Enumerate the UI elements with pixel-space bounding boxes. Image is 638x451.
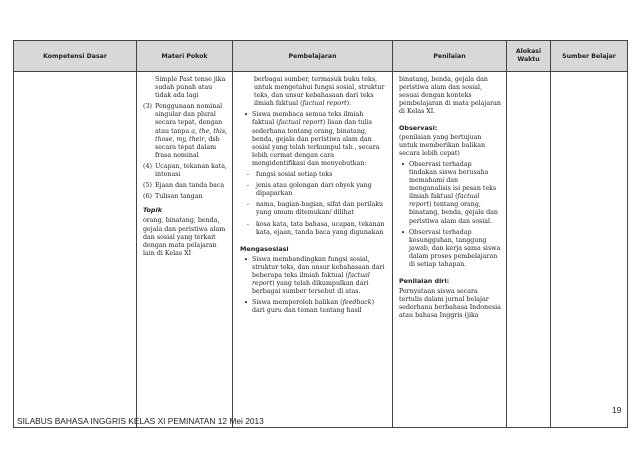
- materi-item-4: Ucapan, tekanan kata, intonasi: [155, 162, 227, 179]
- bullet-icon: •: [243, 111, 249, 120]
- list-number: (5): [143, 182, 152, 190]
- bullet-icon: •: [243, 255, 249, 264]
- pembelajaran-dash-3: nama, bagian-bagian, sifat dan perilaku yang umum ditemukan/ dilihat: [256, 201, 384, 217]
- dash-marker: -: [246, 201, 250, 209]
- cell-kompetensi-dasar: [14, 72, 137, 428]
- header-alokasi-waktu: Alokasi Waktu: [507, 41, 551, 72]
- observasi-heading: Observasi:: [399, 124, 438, 133]
- materi-item-5: Ejaan dan tanda baca: [155, 182, 225, 190]
- list-item: [240, 201, 386, 217]
- header-kompetensi-dasar: Kompetensi Dasar: [14, 41, 137, 72]
- footer-title: SILABUS BAHASA INGGRIS KELAS XI PEMINATAN 12 Mei 2013: [17, 416, 264, 426]
- list-item: [240, 256, 386, 296]
- cell-materi-pokok: [137, 72, 233, 428]
- page-number: 19: [612, 405, 622, 415]
- bullet-icon: •: [400, 228, 406, 237]
- bullet-icon: •: [400, 160, 406, 169]
- header-sumber-belajar: Sumber Belajar: [551, 41, 628, 72]
- pembelajaran-dash-4: kosa kata, tata bahasa, ucapan, tekanan kata, ejaan, tanda baca yang digunakan: [256, 220, 385, 236]
- pembelajaran-bullet-1: Siswa membaca semua teks ilmiah faktual (factual report) lisan dan tulis sederhana tentang orang, binatang, benda, gejala dan peristiwa alam dan sosial yang telah terkumpul tsb., secara lebih cermat dengan cara mengidentifikasi dan menyebutkan:: [252, 111, 380, 167]
- list-number: (4): [143, 162, 152, 170]
- materi-item-6: Tulisan tangan: [155, 193, 203, 201]
- list-item: [397, 229, 501, 269]
- penilaian-lead: binatang, benda, gejala dan peristiwa alam dan sosial, sesuai dengan konteks pembelajaran di mata pelajaran di Kelas XI.: [399, 76, 501, 116]
- cell-sumber-belajar: [551, 72, 628, 428]
- dash-marker: -: [246, 171, 250, 179]
- materi-item-3: Penggunaan nominal singular dan plural secara tepat, dengan atau tanpa a, the, this, those, my, their, dsb secara tepat dalam frasa nominal: [155, 103, 228, 159]
- pembelajaran-lead: berbagai sumber, termasuk buku teks, untuk mengetahui fungsi sosial, struktur teks, dan unsur kebahasaan dari teks ilmiah faktual (factual report).: [254, 76, 385, 108]
- list-item: [240, 182, 386, 198]
- list-item: [240, 221, 386, 237]
- topik-text: orang, binatang, benda, gejala dan peristiwa alam dan sosial yang terkait dengan mata pelajaran lain di Kelas XI: [143, 217, 226, 257]
- topik-heading: Topik: [143, 206, 162, 215]
- penilaian-diri-text: Pernyataan siswa secara tertulis dalam jurnal belajar sederhana berbahasa Indonesia atau bahasa Inggris (jika: [399, 288, 501, 320]
- header-pembelajaran: Pembelajaran: [233, 41, 393, 72]
- pembelajaran-bullet-2: Siswa membandingkan fungsi sosial, struktur teks, dan unsur kebahasaan dari beberapa teks ilmiah faktual (factual report) yang telah dikumpulkan dari berbagai sumber tersebut di atas.: [252, 255, 385, 296]
- pembelajaran-bullet-3: Siswa memperoleh balikan (feedback) dari guru dan teman tentang hasil: [252, 299, 375, 315]
- pembelajaran-dash-1: fungsi sosial setiap teks: [256, 171, 333, 179]
- syllabus-table: [13, 40, 628, 428]
- list-item: [240, 111, 386, 168]
- observasi-text: (penilaian yang bertujuan untuk memberikan balikan secara lebih cepat): [399, 133, 486, 157]
- list-item: [143, 182, 229, 190]
- bullet-icon: •: [243, 299, 249, 308]
- cell-alokasi-waktu: [507, 72, 551, 428]
- penilaian-diri-heading: Penilaian diri:: [399, 277, 450, 286]
- cell-pembelajaran: [233, 72, 393, 428]
- header-materi-pokok: Materi Pokok: [137, 41, 233, 72]
- materi-lead: Simple Past tense jika sudah punah atau tidak ada lagi: [155, 76, 226, 100]
- list-item: [240, 299, 386, 315]
- table-row: [14, 72, 628, 428]
- header-penilaian: Penilaian: [393, 41, 507, 72]
- list-item: [143, 163, 229, 179]
- pembelajaran-dash-2: jenis atau golongan dari obyek yang dipaparkan: [256, 182, 372, 198]
- list-number: (6): [143, 193, 152, 201]
- list-item: [143, 103, 229, 160]
- list-item: [143, 193, 229, 201]
- dash-marker: -: [246, 182, 250, 190]
- penilaian-bullet-1: Observasi terhadap tindakan siswa berusaha memahami dan menganalisis isi pesan teks ilmiah faktual (factual report) tentang orang, binatang, benda, gejala dan peristiwa alam dan sosial.: [409, 160, 498, 225]
- cell-penilaian: [393, 72, 507, 428]
- list-item: [240, 171, 386, 179]
- list-number: (3): [143, 103, 152, 111]
- mengasosiasi-heading: Mengasosiasi: [240, 244, 289, 253]
- table-header-row: [14, 41, 628, 72]
- penilaian-bullet-2: Observasi terhadap kesungguhan, tanggung jawab, dan kerja sama siswa dalam proses pembelajaran di setiap tahapan.: [409, 228, 501, 268]
- list-item: [397, 161, 501, 226]
- dash-marker: -: [246, 220, 250, 228]
